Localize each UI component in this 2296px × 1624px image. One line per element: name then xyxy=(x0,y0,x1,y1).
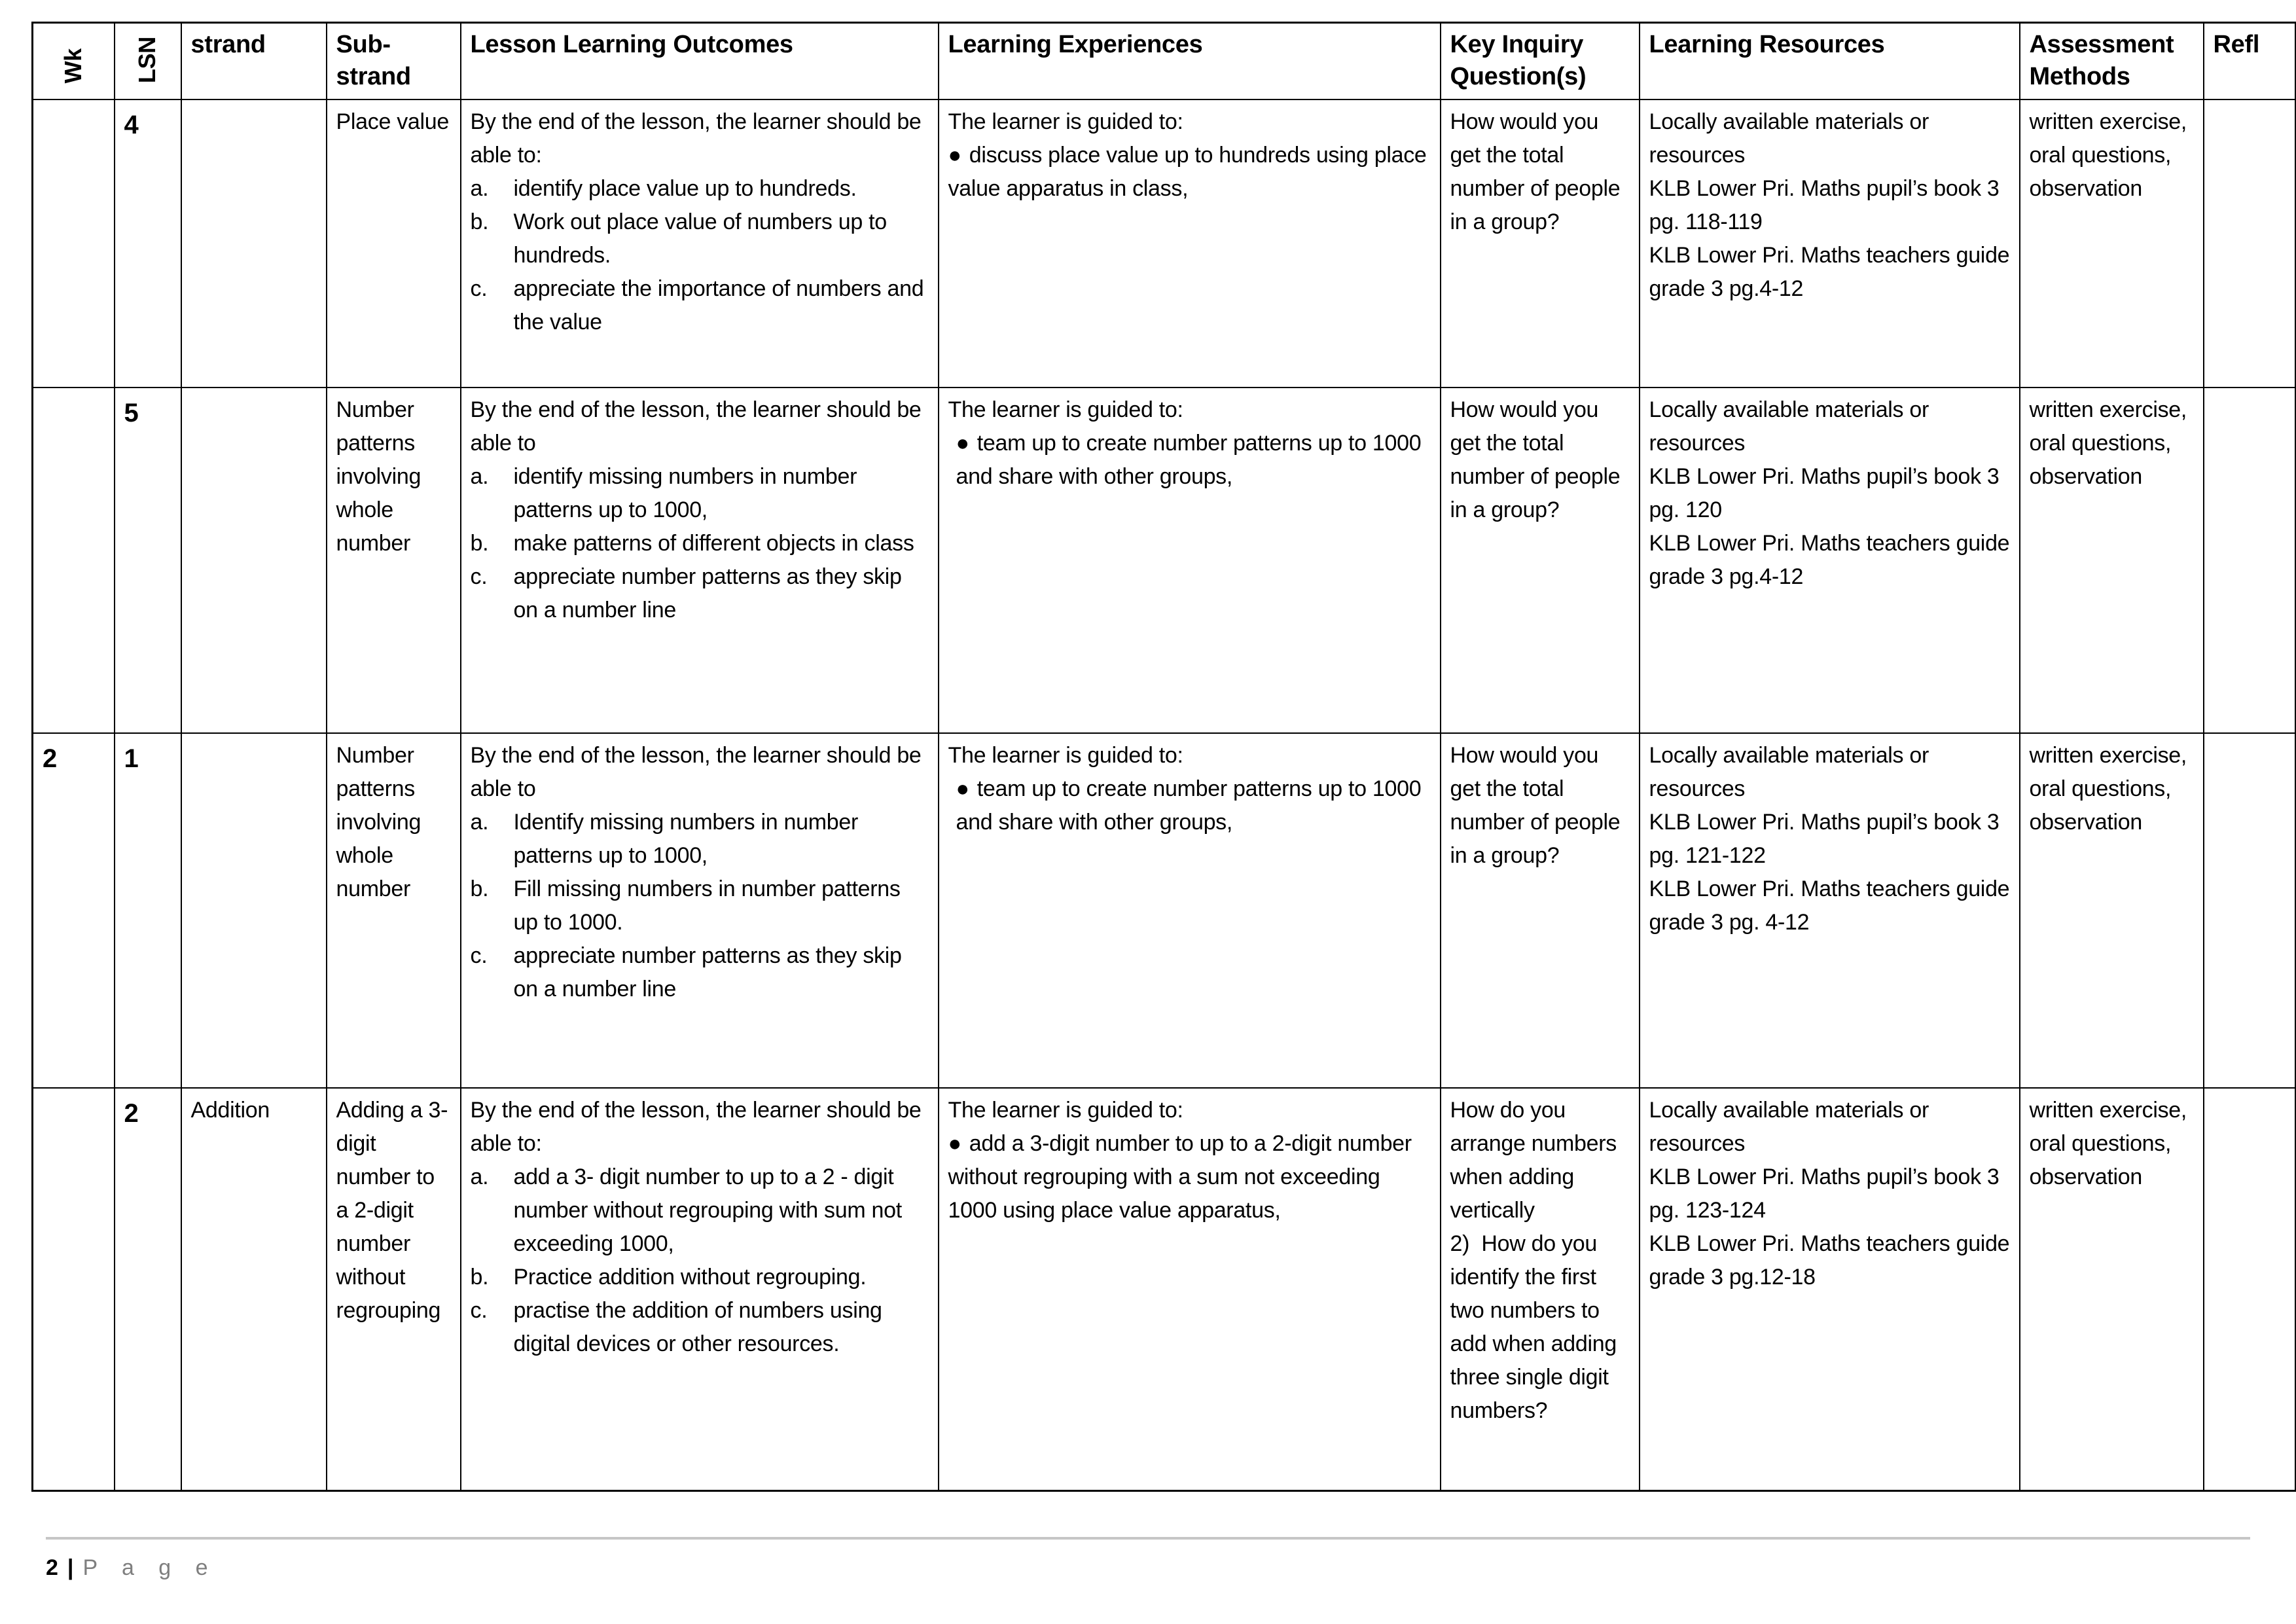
cell-assessment: written exercise, oral questions, observation xyxy=(2020,99,2204,388)
cell-resources xyxy=(1640,388,2020,733)
resource-line: KLB Lower Pri. Maths pupil’s book 3 pg. 121-122 xyxy=(1649,809,2000,868)
outcome-item: c. practise the addition of numbers using digital devices or other resources. xyxy=(470,1297,882,1356)
col-header-sub-strand: Sub-strand xyxy=(327,23,461,99)
cell-key-inquiry xyxy=(1441,99,1640,388)
experiences-intro: The learner is guided to: xyxy=(948,742,1183,768)
cell-wk: 2 xyxy=(33,733,115,1088)
key-inquiry-text: 2) How do you identify the first two numbers to add when adding three single digit numbers? xyxy=(1450,1231,1623,1423)
cell-strand: Addition xyxy=(181,1088,327,1491)
resource-line: KLB Lower Pri. Maths teachers guide grade 3 pg.4-12 xyxy=(1649,242,2010,301)
outcome-item: b. Work out place value of numbers up to hundreds. xyxy=(470,209,887,268)
outcome-item: c. appreciate the importance of numbers and the value xyxy=(470,276,924,334)
cell-outcomes xyxy=(461,388,939,733)
col-header-refl: Refl xyxy=(2204,23,2296,99)
outcomes-intro: By the end of the lesson, the learner should be able to: xyxy=(470,1097,922,1156)
bullet-icon: ● xyxy=(956,776,969,801)
cell-sub-strand: Adding a 3-digit number to a 2-digit number without regrouping xyxy=(327,1088,461,1491)
outcome-item: b. Practice addition without regrouping. xyxy=(470,1264,867,1290)
table-row xyxy=(33,99,2296,388)
bullet-icon: ● xyxy=(956,430,969,456)
cell-strand xyxy=(181,733,327,1088)
resource-line: Locally available materials or resources xyxy=(1649,742,1929,801)
outcome-item: b. make patterns of different objects in class xyxy=(470,530,914,556)
resource-line: KLB Lower Pri. Maths teachers guide grade 3 pg. 4-12 xyxy=(1649,876,2010,935)
cell-resources xyxy=(1640,1088,2020,1491)
cell-experiences xyxy=(939,733,1441,1088)
table-row xyxy=(33,388,2296,733)
cell-strand xyxy=(181,388,327,733)
resource-line: KLB Lower Pri. Maths pupil’s book 3 pg. 123-124 xyxy=(1649,1164,2000,1223)
resource-line: Locally available materials or resources xyxy=(1649,397,1929,456)
cell-experiences xyxy=(939,99,1441,388)
page-footer xyxy=(46,1537,2250,1581)
resource-line: Locally available materials or resources xyxy=(1649,1097,1929,1156)
cell-key-inquiry xyxy=(1441,1088,1640,1491)
cell-assessment: written exercise, oral questions, observation xyxy=(2020,733,2204,1088)
key-inquiry-text: How would you get the total number of people in a group? xyxy=(1450,109,1626,234)
outcome-item: c. appreciate number patterns as they skip on a number line xyxy=(470,943,902,1001)
outcome-item: a. Identify missing numbers in number patterns up to 1000, xyxy=(470,809,858,868)
resource-line: KLB Lower Pri. Maths teachers guide grade 3 pg.12-18 xyxy=(1649,1231,2010,1290)
footer-separator: | xyxy=(67,1555,74,1580)
cell-experiences xyxy=(939,388,1441,733)
cell-wk xyxy=(33,99,115,388)
experiences-intro: The learner is guided to: xyxy=(948,1097,1183,1123)
cell-sub-strand: Number patterns involving whole number xyxy=(327,388,461,733)
experience-item: ● discuss place value up to hundreds using place value apparatus in class, xyxy=(948,142,1427,201)
cell-refl xyxy=(2204,99,2296,388)
key-inquiry-text: How would you get the total number of people in a group? xyxy=(1450,397,1626,522)
cell-resources xyxy=(1640,99,2020,388)
outcome-item: b. Fill missing numbers in number patterns up to 1000. xyxy=(470,876,901,935)
cell-refl xyxy=(2204,388,2296,733)
outcome-item: a. identify missing numbers in number patterns up to 1000, xyxy=(470,463,857,522)
cell-lsn: 1 xyxy=(115,733,181,1088)
experiences-intro: The learner is guided to: xyxy=(948,109,1183,134)
outcomes-intro: By the end of the lesson, the learner should be able to xyxy=(470,742,922,801)
outcomes-intro: By the end of the lesson, the learner should be able to xyxy=(470,397,922,456)
cell-sub-strand: Number patterns involving whole number xyxy=(327,733,461,1088)
col-header-experiences: Learning Experiences xyxy=(939,23,1441,99)
cell-lsn: 5 xyxy=(115,388,181,733)
cell-assessment: written exercise, oral questions, observation xyxy=(2020,1088,2204,1491)
col-header-lsn: LSN xyxy=(115,23,181,99)
scheme-of-work-table xyxy=(31,22,2296,1492)
col-header-wk: Wk xyxy=(33,23,115,99)
outcome-item: c. appreciate number patterns as they skip on a number line xyxy=(470,564,902,623)
col-header-outcomes: Lesson Learning Outcomes xyxy=(461,23,939,99)
experience-item: ● team up to create number patterns up to 1000 and share with other groups, xyxy=(956,430,1422,489)
cell-key-inquiry xyxy=(1441,733,1640,1088)
resource-line: KLB Lower Pri. Maths teachers guide grade 3 pg.4-12 xyxy=(1649,530,2010,589)
experience-item: ● team up to create number patterns up to 1000 and share with other groups, xyxy=(956,776,1422,835)
table-row xyxy=(33,733,2296,1088)
table-row xyxy=(33,1088,2296,1491)
cell-outcomes xyxy=(461,733,939,1088)
cell-resources xyxy=(1640,733,2020,1088)
key-inquiry-text: How do you arrange numbers when adding vertically xyxy=(1450,1097,1623,1223)
cell-wk xyxy=(33,1088,115,1491)
cell-experiences xyxy=(939,1088,1441,1491)
cell-refl xyxy=(2204,733,2296,1088)
cell-outcomes xyxy=(461,99,939,388)
col-header-assessment: Assessment Methods xyxy=(2020,23,2204,99)
col-header-key-inquiry: Key Inquiry Question(s) xyxy=(1441,23,1640,99)
footer-page-number: 2 xyxy=(46,1555,58,1580)
outcome-item: a. identify place value up to hundreds. xyxy=(470,175,857,201)
col-header-resources: Learning Resources xyxy=(1640,23,2020,99)
cell-assessment: written exercise, oral questions, observation xyxy=(2020,388,2204,733)
outcomes-intro: By the end of the lesson, the learner should be able to: xyxy=(470,109,922,168)
col-header-strand: strand xyxy=(181,23,327,99)
cell-wk xyxy=(33,388,115,733)
key-inquiry-text: How would you get the total number of people in a group? xyxy=(1450,742,1626,868)
bullet-icon: ● xyxy=(948,142,961,168)
header-row xyxy=(33,23,2296,99)
resource-line: KLB Lower Pri. Maths pupil’s book 3 pg. 120 xyxy=(1649,463,2000,522)
outcome-item: a. add a 3- digit number to up to a 2 - digit number without regrouping with sum not exceeding 1000, xyxy=(470,1164,902,1256)
cell-strand xyxy=(181,99,327,388)
footer-page-label: P a g e xyxy=(82,1555,217,1580)
bullet-icon: ● xyxy=(948,1130,961,1156)
cell-refl xyxy=(2204,1088,2296,1491)
cell-sub-strand: Place value xyxy=(327,99,461,388)
experiences-intro: The learner is guided to: xyxy=(948,397,1183,422)
cell-lsn: 2 xyxy=(115,1088,181,1491)
cell-lsn: 4 xyxy=(115,99,181,388)
experience-item: ● add a 3-digit number to up to a 2-digit number without regrouping with a sum not exceeding 1000 using place value apparatus, xyxy=(948,1130,1412,1223)
cell-outcomes xyxy=(461,1088,939,1491)
cell-key-inquiry xyxy=(1441,388,1640,733)
resource-line: Locally available materials or resources xyxy=(1649,109,1929,168)
resource-line: KLB Lower Pri. Maths pupil’s book 3 pg. 118-119 xyxy=(1649,175,2000,234)
